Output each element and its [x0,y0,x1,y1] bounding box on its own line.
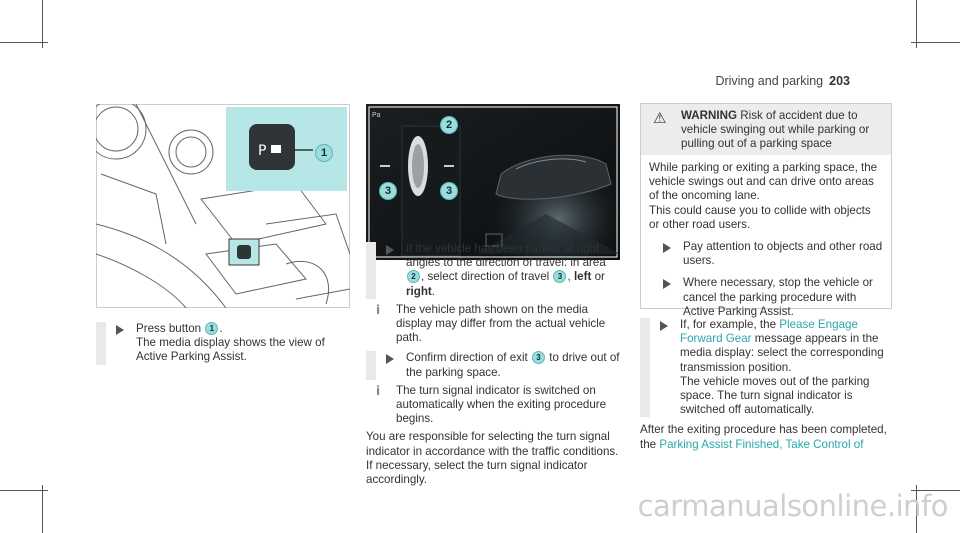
warning-title: WARNING [681,109,738,122]
warning-step-text: Pay attention to objects and other road users. [683,240,883,268]
paragraph [640,423,892,451]
step-text: or [594,270,605,284]
instruction-step [366,351,620,379]
step-arrow-icon [386,245,394,255]
step-text: If the vehicle has been parked at right angles to the direction of travel: in area [406,242,606,270]
column-right [640,318,892,452]
figure-center-console [96,104,350,308]
screen-label: Pa [372,112,381,119]
step-text: , select direction of travel [421,270,550,284]
figure2-callout-exit-left: 3 [379,182,397,200]
warning-body [641,155,891,325]
column-left [96,322,350,365]
warning-header [641,104,891,155]
info-icon: i [376,383,381,398]
warning-heading: Risk of accident due to vehicle swinging out while parking or pulling out of a parking space [681,109,870,151]
section-title: Driving and parking [715,74,824,88]
step-text: . [431,284,435,298]
crop-mark [916,0,917,48]
note [376,303,620,346]
option-left: left [573,270,592,284]
step-text: message appears in the media display: select the corresponding transmission position. [680,332,884,374]
warning-icon: ⚠ [653,109,667,127]
page-number: 203 [829,74,850,88]
figure2-callout-exit-right: 3 [440,182,458,200]
display-message: Please Engage Forward Gear [680,318,858,346]
step-arrow-icon [663,279,671,289]
step-text: to drive out of the parking space. [406,351,620,379]
figure-media-display [366,104,620,260]
step-text: Press button [136,322,202,335]
info-icon: i [376,302,381,317]
running-header [715,74,850,88]
warning-step-text: Where necessary, stop the vehicle or cancel the parking procedure with Active Parking Assist. [683,276,873,318]
warning-box [640,103,892,318]
warning-step [649,240,883,268]
option-right: right [406,284,432,298]
callout-number: 3 [532,351,545,364]
step-arrow-icon [116,325,124,335]
paragraph-text: After the exiting procedure has been completed, the [640,423,887,451]
step-result-text: The media display shows the view of Active Parking Assist. [136,336,325,364]
step-arrow-icon [660,321,668,331]
crop-mark [911,42,960,43]
step-arrow-icon [386,354,394,364]
step-text: If, for example, the [680,318,777,331]
figure2-callout-area: 2 [440,116,458,134]
step-arrow-icon [663,243,671,253]
crop-mark [0,490,48,491]
callout-number: 1 [205,322,218,335]
instruction-step [96,322,350,365]
note-text: The vehicle path shown on the media display may differ from the actual vehicle path. [396,302,606,345]
note-text: The turn signal indicator is switched on automatically when the exiting procedure begins. [396,383,607,426]
step-text: . [219,322,223,335]
crop-mark [42,485,43,533]
step-text: , [567,270,571,284]
display-message: Parking Assist Finished, Take Control of [659,437,864,451]
column-middle [366,242,620,487]
warning-text: While parking or exiting a parking space, the vehicle swings out and can drive onto areas of the oncoming lane. [649,161,878,203]
step-text: Confirm direction of exit [406,351,528,365]
callout-number: 3 [553,270,566,283]
watermark: carmanualsonline.info [637,489,948,523]
warning-text: This could cause you to collide with objects or other road users. [649,203,871,231]
paragraph: You are responsible for selecting the turn signal indicator in accordance with the traffic conditions. If necessary, select the turn signal indicator accordingly. [366,430,619,487]
svg-text:P: P [258,143,267,159]
crop-mark [42,0,43,48]
instruction-step [640,318,892,417]
callout-number: 2 [407,270,420,283]
figure1-callout: 1 [315,144,333,162]
note [376,384,620,427]
instruction-step [366,242,620,299]
step-result-text: The vehicle moves out of the parking space. The turn signal indicator is switched off automatically. [680,374,870,417]
crop-mark [0,42,48,43]
warning-step [649,276,883,319]
